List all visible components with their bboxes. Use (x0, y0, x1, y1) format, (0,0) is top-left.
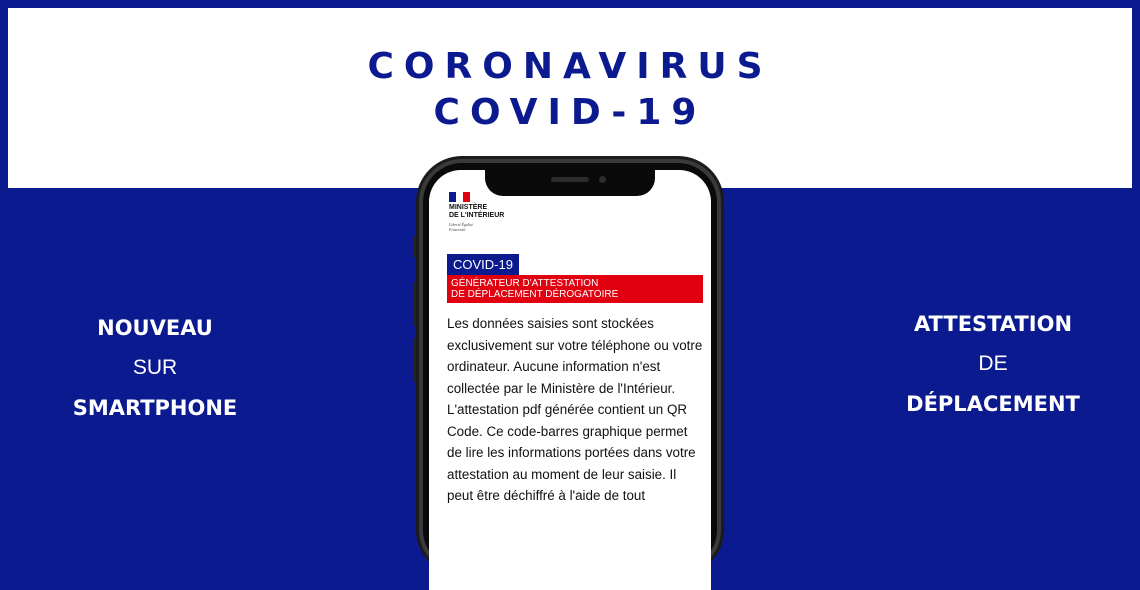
ministry-line2: DE L'INTÉRIEUR (449, 212, 505, 219)
right-tagline (878, 304, 1108, 424)
covid-tag: COVID-19 (447, 254, 519, 276)
privacy-notice: Les données saisies sont stockées exclusivement sur votre téléphone ou votre ordinateur. Aucune information n'est collectée par le Ministère de l'Intérieur. L'attestation pdf générée contient un QR Code. Ce code-barres graphique permet de lire les informations portées dans votre attestation au moment de leur saisie. Il peut être déchiffré à l'aide de tout (447, 316, 703, 503)
left-tagline-line2: SUR (132, 356, 178, 379)
phone-notch (485, 170, 655, 196)
generator-banner (447, 275, 703, 303)
left-tagline-line3: SMARTPHONE (72, 396, 238, 420)
republic-motto: Liberté Égalité Fraternité (449, 222, 474, 232)
right-tagline-line2: DE (978, 352, 1008, 375)
phone-speaker (551, 177, 589, 182)
page-title-line1: CORONAVIRUS (367, 46, 773, 87)
right-tagline-line3: DÉPLACEMENT (906, 392, 1080, 416)
camera-icon (599, 176, 606, 183)
left-tagline (55, 308, 255, 428)
left-tagline-line1: NOUVEAU (97, 316, 213, 340)
page-title-line2: COVID-19 (433, 92, 707, 133)
french-flag-icon (449, 192, 471, 202)
smartphone-mockup (416, 156, 724, 576)
right-tagline-line1: ATTESTATION (913, 312, 1073, 336)
ministry-line1: MINISTÈRE (449, 204, 488, 211)
ministry-logo-text (449, 204, 504, 220)
phone-screen (429, 170, 711, 590)
generator-banner-line2: DE DÉPLACEMENT DÉROGATOIRE (451, 289, 619, 300)
generator-banner-line1: GÉNÉRATEUR D'ATTESTATION (451, 278, 599, 289)
